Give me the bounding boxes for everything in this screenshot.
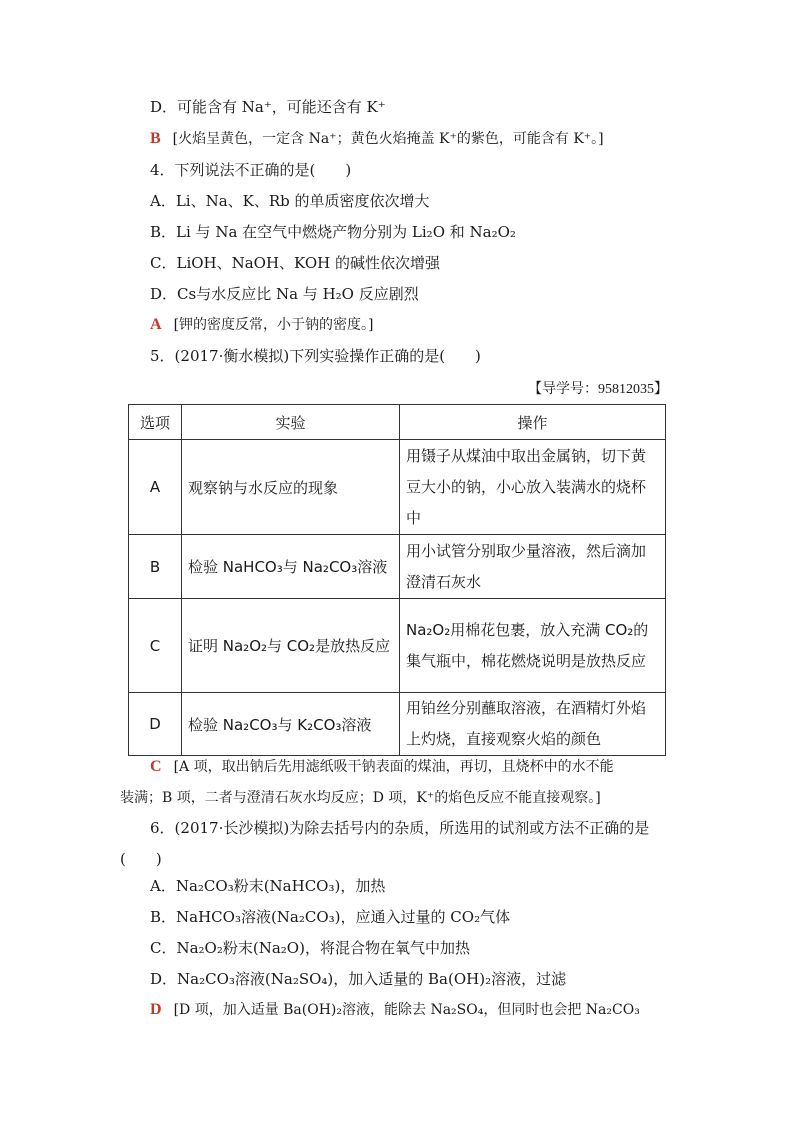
q6-stem-line2: ( ) <box>120 850 162 868</box>
q5-answer-line2: 装满；B 项，二者与澄清石灰水均反应；D 项，K⁺的焰色反应不能直接观察。] <box>120 790 601 806</box>
row-operation: 用镊子从煤油中取出金属钠，切下黄豆大小的钠，小心放入装满水的烧杯中 <box>400 440 666 535</box>
q4-option-d: D．Cs与水反应比 Na 与 H₂O 反应剧烈 <box>150 285 419 303</box>
row-experiment: 观察钠与水反应的现象 <box>182 440 400 535</box>
table-row <box>129 440 666 535</box>
q4-answer-explanation: [钾的密度反常，小于钠的密度。] <box>173 317 374 333</box>
table-row <box>129 535 666 599</box>
q6-answer-explanation: [D 项，加入适量 Ba(OH)₂溶液，能除去 Na₂SO₄，但同时也会把 Na₂CO₃ <box>173 1002 640 1018</box>
q4-option-b: B．Li 与 Na 在空气中燃烧产物分别为 Li₂O 和 Na₂O₂ <box>150 223 516 241</box>
row-experiment: 检验 Na₂CO₃与 K₂CO₃溶液 <box>182 693 400 756</box>
q6-answer <box>150 1000 640 1020</box>
row-operation: 用铂丝分别蘸取溶液，在酒精灯外焰上灼烧，直接观察火焰的颜色 <box>400 693 666 756</box>
q6-stem-line1: 6．(2017·长沙模拟)为除去括号内的杂质，所选用的试剂或方法不正确的是 <box>150 819 650 837</box>
row-operation: 用小试管分别取少量溶液，然后滴加澄清石灰水 <box>400 535 666 599</box>
q6-option-b: B．NaHCO₃溶液(Na₂CO₃)，应通入过量的 CO₂气体 <box>150 908 511 926</box>
q3-option-d: D．可能含有 Na⁺，可能还含有 K⁺ <box>150 98 386 116</box>
table-header-row <box>129 405 666 440</box>
q6-answer-letter: D <box>150 1001 162 1018</box>
table-row <box>129 693 666 756</box>
row-experiment: 检验 NaHCO₃与 Na₂CO₃溶液 <box>182 535 400 599</box>
row-operation: Na₂O₂用棉花包裹，放入充满 CO₂的集气瓶中，棉花燃烧说明是放热反应 <box>400 599 666 693</box>
header-option: 选项 <box>129 405 182 440</box>
row-option: B <box>129 535 182 599</box>
q5-answer-letter: C <box>150 758 162 775</box>
q5-stem: 5．(2017·衡水模拟)下列实验操作正确的是( ) <box>150 347 481 365</box>
q5-table <box>128 404 666 756</box>
q4-answer-letter: A <box>150 316 162 333</box>
q4-answer <box>150 315 374 335</box>
row-option: D <box>129 693 182 756</box>
q5-guide-number: 【导学号：95812035】 <box>528 382 668 397</box>
q6-option-d: D．Na₂CO₃溶液(Na₂SO₄)，加入适量的 Ba(OH)₂溶液，过滤 <box>150 970 567 988</box>
q4-stem: 4．下列说法不正确的是( ) <box>150 161 352 179</box>
row-option: C <box>129 599 182 693</box>
header-operation: 操作 <box>400 405 666 440</box>
q5-answer-line1 <box>150 757 614 777</box>
q3-answer <box>150 129 604 149</box>
table-row <box>129 599 666 693</box>
row-experiment: 证明 Na₂O₂与 CO₂是放热反应 <box>182 599 400 693</box>
q4-option-c: C．LiOH、NaOH、KOH 的碱性依次增强 <box>150 254 441 272</box>
q3-answer-explanation: [火焰呈黄色，一定含 Na⁺；黄色火焰掩盖 K⁺的紫色，可能含有 K⁺。] <box>172 131 604 147</box>
header-experiment: 实验 <box>182 405 400 440</box>
q3-answer-letter: B <box>150 130 161 147</box>
row-option: A <box>129 440 182 535</box>
q6-option-a: A．Na₂CO₃粉末(NaHCO₃)，加热 <box>150 877 386 895</box>
q4-option-a: A．Li、Na、K、Rb 的单质密度依次增大 <box>150 192 430 210</box>
q5-answer-explanation: [A 项，取出钠后先用滤纸吸干钠表面的煤油，再切，且烧杯中的水不能 <box>173 759 614 775</box>
q6-option-c: C．Na₂O₂粉末(Na₂O)，将混合物在氧气中加热 <box>150 939 470 957</box>
